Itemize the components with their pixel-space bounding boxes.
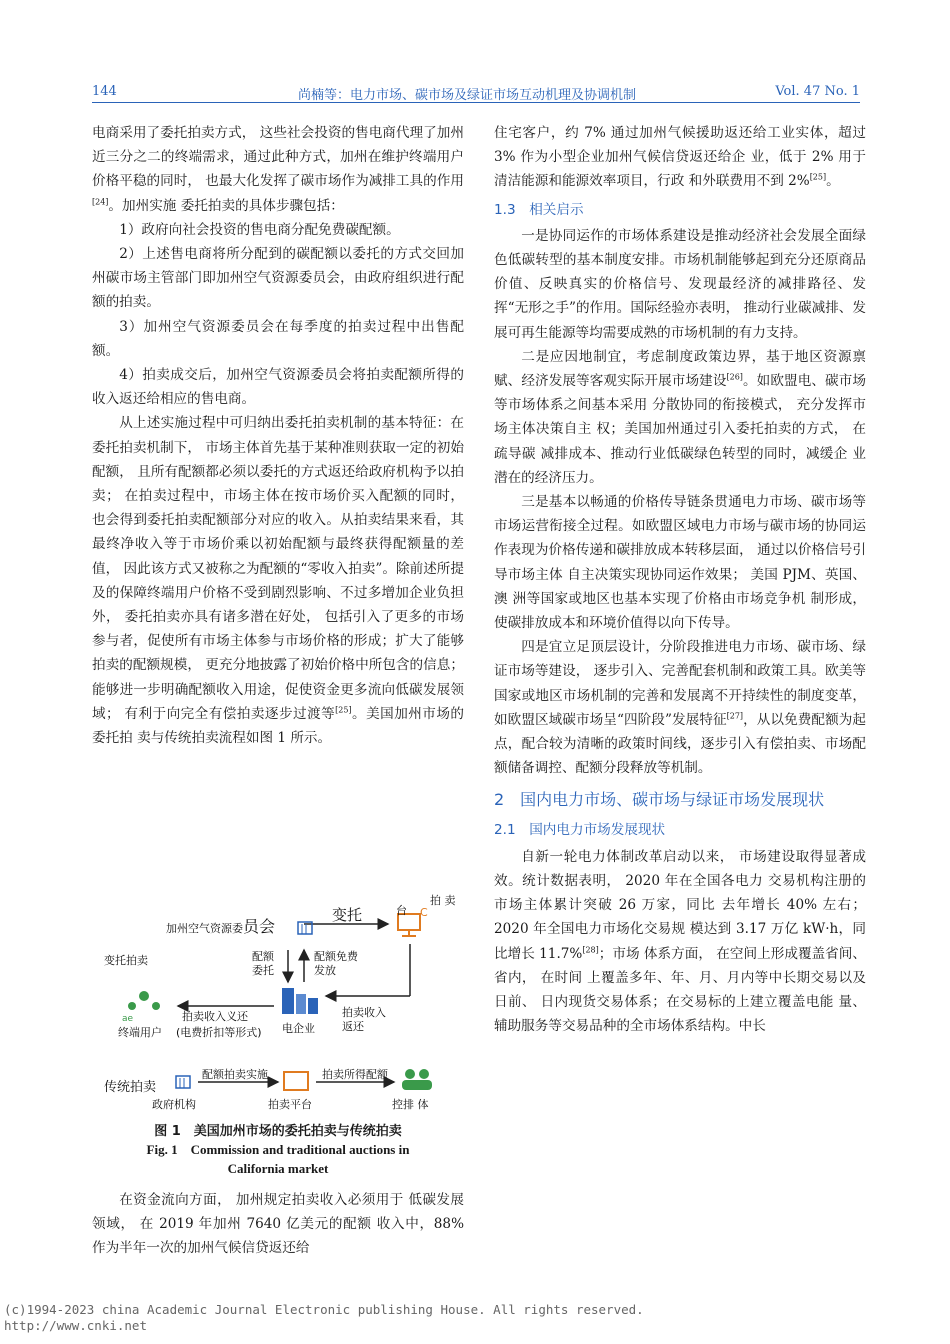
quota-impl-label: 配额拍卖实施 bbox=[202, 1068, 268, 1081]
step-1: 1）政府向社会投资的售电商分配免费碳配额。 bbox=[119, 221, 400, 238]
entrust-label: 变托 bbox=[332, 906, 363, 924]
bank-icon-small bbox=[176, 1076, 190, 1088]
paragraph: 在资金流向方面， 加州规定拍卖收入必须用于 低碳发展领域， 在 2019 年加州 7640 亿美元的配额 收入中，88% 作为半年一次的加州气候信贷返还给 bbox=[92, 1192, 464, 1257]
step-3: 3）加州空气资源委员会在每季度的拍卖过程中出售配额。 bbox=[92, 318, 464, 359]
paragraph: 三是基本以畅通的价格传导链条贯通电力市场、碳市场等市场运营衔接全过程。如欧盟区域电力市场与碳市场的协同运作表现为价格传递和碳排放成本转移层面， 通过以价格信号引导市场主体 自主决策实现协同运作效果； 美国 PJM、英国、澳 洲等国家或地区也基本实现了价格由市场竞争机 制形成，使碳排放成本和环境价值得以向下传导。 bbox=[494, 494, 866, 632]
paragraph: 四是宜立足顶层设计，分阶段推进电力市场、碳市场、绿证市场等建设， 逐步引入、完善配套机制和政策工具。欧美等国家或地区市场机制的完善和发展离不开持续性的制度变革， 如欧盟区域碳市场呈“四阶段”发展特征[27]，从以免费配额为起点，配合较为清晰的政策时间线，逐步引入有偿拍卖、市场配额储备调控、配额分段释放等机制。 bbox=[494, 639, 866, 777]
paragraph: 电商采用了委托拍卖方式， 这些社会投资的售电商代理了加州近三分之二的终端需求，通过此种方式，加州在维护终端用户价格平稳的同时， 也最大化发挥了碳市场作为减排工具的作用[24]。加州实施 委托拍卖的具体步骤包括： bbox=[92, 125, 464, 214]
end-user-ae: ae bbox=[122, 1014, 134, 1024]
section-heading-1-3: 1.3 相关启示 bbox=[494, 201, 584, 218]
traditional-auction-label: 传统拍卖 bbox=[104, 1080, 157, 1095]
paragraph: 自新一轮电力体制改革启动以来， 市场建设取得显著成效。统计数据表明， 2020 年在全国各电力 交易机构注册的市场主体累计突破 26 万家，同比 去年增长 40% 左右； 2020 年全国电力市场化交易规 模达到 3.17 万亿 kW·h，同比增长 11.7%[28]；市场 体系方面， 在空间上形成覆盖省间、省内， 在时间 上覆盖多年、年、月、月内等中长期交易以及日前、 日内现货交易体系；在交易标的上建立覆盖电能 量、辅助服务等交易品种的全市场体系结构。中长 bbox=[494, 848, 866, 1035]
platform-label: 拍卖平台 bbox=[268, 1098, 312, 1111]
step-4: 4）拍卖成交后，加州空气资源委员会将拍卖配额所得的收入返还给相应的售电商。 bbox=[92, 367, 464, 408]
section-heading-2-1: 2.1 国内电力市场发展现状 bbox=[494, 822, 666, 839]
figure-1 bbox=[92, 884, 464, 1118]
c-mark: C bbox=[420, 906, 428, 919]
volume-info: Vol. 47 No. 1 bbox=[775, 84, 860, 99]
left-column-bottom bbox=[92, 1188, 464, 1261]
power-company-label: 电企业 bbox=[282, 1022, 315, 1035]
paragraph: 住宅客户，约 7% 通过加州气候援助返还给工业实体，超过 3% 作为小型企业加州气候信贷返还给企 业，低于 2% 用于清洁能源和能源效率项目，行政 和外联费用不到 2%[25]。 bbox=[494, 125, 866, 190]
paragraph: 一是协同运作的市场体系建设是推动经济社会发展全面绿色低碳转型的基本制度安排。市场机制能够起到充分还原商品价值、反映真实的价格信号、发现最经济的减排路径、发挥“无形之手”的作用。国际经验亦表明， 推动行业碳减排、发展可再生能源等均需要成熟的市场机制的有力支持。 bbox=[494, 227, 866, 341]
quota-free-label: 配额免费 发放 bbox=[314, 950, 358, 977]
page-number: 144 bbox=[92, 84, 117, 99]
running-header bbox=[92, 84, 860, 103]
paragraph: 从上述实施过程中可归纳出委托拍卖机制的基本特征：在委托拍卖机制下， 市场主体首先基于某种准则获取一定的初始配额， 且所有配额都必须以委托的方式返还给政府机构予以拍卖； 在拍卖过程中，市场主体在按市场价买入配额的同时， 也会得到委托拍卖配额部分对应的收入。从拍卖结果来看，其最终净收入等于市场价乘以初始配额与最终获得配额量的差值， 因此该方式又被称之为配额的“零收入拍卖”。除前述所提及的保障终端用户价格不受到剧烈影响、不过多增加企业负担外， 委托拍卖亦具有诸多潜在好处， 包括引入了更多的市场参与者，促使所有市场主体参与市场价格的形成；扩大了能够拍卖的配额规模， 更充分地披露了初始价格中所包含的信息； 能够进一步明确配额收入用途，促使资金更多流向低碳发展领域； 有利于向完全有偿拍卖逐步过渡等[25]。美国加州市场的委托拍 卖与传统拍卖流程如图 1 所示。 bbox=[92, 415, 464, 747]
people-icon bbox=[402, 1069, 432, 1090]
user-group-icon bbox=[128, 991, 160, 1010]
carb-label: 加州空气资源委员会 bbox=[166, 917, 276, 936]
quota-entrust-label: 配额 委托 bbox=[252, 950, 274, 977]
platform-icon bbox=[284, 1072, 308, 1090]
step-2: 2）上述售电商将所分配到的碳配额以委托的方式交回加州碳市场主管部门即加州空气资源委员会，由政府组织进行配额的拍卖。 bbox=[92, 246, 464, 311]
paragraph: 二是应因地制宜，考虑制度政策边界，基于地区资源禀赋、经济发展等客观实际开展市场建设[26]。如欧盟电、碳市场等市场体系之间基本采用 分散协同的衔接模式， 充分发挥市场主体决策自主 权；美国加州通过引入委托拍卖的方式， 在疏导碳 减排成本、推动行业低碳绿色转型的同时，减缓企 业潜在的经济压力。 bbox=[494, 348, 867, 486]
refund-sub-label: (电费折扣等形式) bbox=[176, 1026, 262, 1039]
auction-top-label: 拍 卖 bbox=[430, 894, 456, 907]
section-heading-2: 2 国内电力市场、碳市场与绿证市场发展现状 bbox=[494, 790, 825, 810]
figure-caption-en: Fig. 1 Commission and traditional auctions in California market bbox=[146, 1142, 410, 1176]
left-column bbox=[92, 121, 464, 750]
quota-got-label: 拍卖所得配额 bbox=[322, 1068, 388, 1081]
end-user-label: 终端用户 bbox=[118, 1026, 162, 1039]
tai-label: 台 bbox=[396, 904, 407, 917]
copyright-footer: (c)1994-2023 china Academic Journal Electronic publishing House. All rights reserved. http://www.cnki.net bbox=[4, 1302, 644, 1333]
building-icon bbox=[282, 988, 318, 1014]
return-income-label: 拍卖收入 返还 bbox=[342, 1006, 386, 1033]
right-column bbox=[494, 121, 866, 1038]
running-title: 尚楠等：电力市场、碳市场及绿证市场互动机理及协调机制 bbox=[298, 88, 637, 103]
figure-caption-cn: 图 1 美国加州市场的委托拍卖与传统拍卖 bbox=[154, 1124, 402, 1139]
gov-label: 政府机构 bbox=[152, 1098, 196, 1111]
bidder-label: 控排 体 bbox=[392, 1098, 429, 1111]
refund-label: 拍卖收入义还 bbox=[182, 1010, 248, 1023]
entrust-auction-label: 变托拍卖 bbox=[104, 954, 148, 967]
